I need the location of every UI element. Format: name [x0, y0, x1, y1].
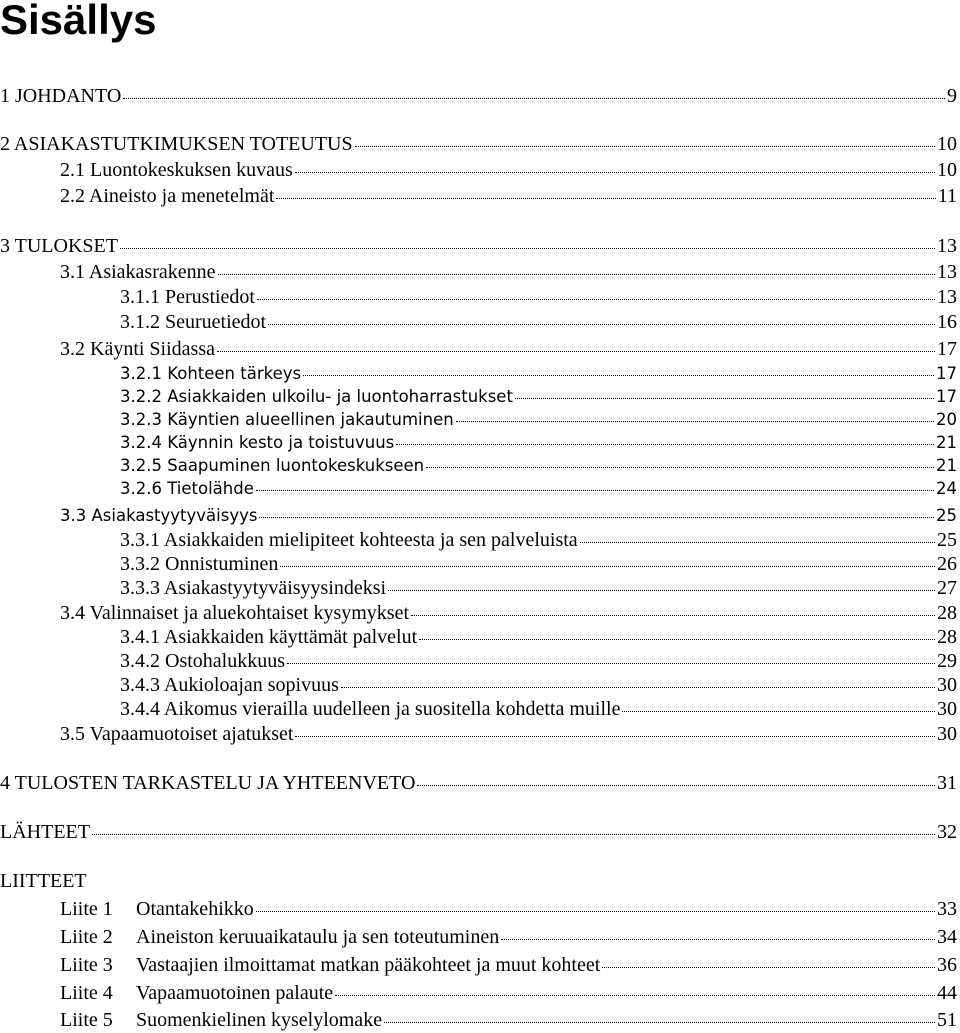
toc-entry-label: 3.4.3 Aukioloajan sopivuus: [120, 674, 339, 696]
toc-entry-label: LÄHTEET: [0, 821, 90, 843]
appendix-entry[interactable]: [60, 953, 957, 977]
toc-entry-page: 30: [937, 723, 957, 745]
toc-entry[interactable]: [0, 84, 957, 108]
toc-entry-label: 4 TULOSTEN TARKASTELU JA YHTEENVETO: [0, 772, 416, 794]
appendix-entry-page: 44: [937, 982, 957, 1004]
toc-entry-page: 32: [937, 821, 957, 843]
toc-entry-label: 2.1 Luontokeskuksen kuvaus: [60, 159, 293, 181]
appendix-entry-page: 33: [937, 898, 957, 920]
toc-entry[interactable]: [120, 362, 957, 386]
toc-entry-label: 3.5 Vapaamuotoiset ajatukset: [60, 723, 294, 745]
toc-entry-page: 10: [937, 159, 957, 181]
appendix-entry-label: [60, 897, 254, 921]
toc-entry-label: 3.3 Asiakastyytyväisyys: [60, 506, 258, 525]
toc-entry-label: 2.2 Aineisto ja menetelmät: [60, 185, 275, 207]
toc-entry-page: 27: [937, 577, 957, 599]
toc-entry-label: 3.1 Asiakasrakenne: [60, 261, 216, 283]
toc-entry[interactable]: [0, 234, 957, 258]
toc-entry-page: 24: [936, 479, 957, 498]
toc-entry-label: 3.2.5 Saapuminen luontokeskukseen: [120, 456, 425, 475]
dot-leader: [295, 735, 935, 737]
toc-entry[interactable]: [60, 337, 957, 361]
appendix-number: Liite 4: [60, 982, 113, 1004]
dot-leader: [335, 994, 935, 996]
toc-entry-label: 2 ASIAKASTUTKIMUKSEN TOTEUTUS: [0, 133, 353, 155]
toc-entry-label: 3.3.3 Asiakastyytyväisyysindeksi: [120, 577, 387, 599]
toc-entry[interactable]: [120, 576, 957, 600]
dot-leader: [419, 638, 935, 640]
toc-entry-page: 25: [936, 506, 957, 525]
toc-entry-page: 25: [937, 529, 957, 551]
toc-entry-page: 16: [937, 311, 957, 333]
toc-entry[interactable]: [60, 601, 957, 625]
dot-leader: [123, 97, 945, 99]
toc-entry-page: 17: [936, 387, 957, 406]
toc-entry[interactable]: [60, 158, 957, 182]
toc-entry-label: 3.3.1 Asiakkaiden mielipiteet kohteesta ja sen palveluista: [120, 529, 578, 551]
dot-leader: [417, 784, 935, 786]
toc-entry-label: 3.4.2 Ostohalukkuus: [120, 650, 285, 672]
toc-entry-label: 3.3.2 Onnistuminen: [120, 553, 279, 575]
dot-leader: [456, 420, 934, 422]
appendix-heading: LIITTEET: [0, 870, 87, 892]
toc-entry-page: 21: [936, 456, 957, 475]
appendix-entry-page: 36: [937, 954, 957, 976]
toc-entry[interactable]: [120, 625, 957, 649]
toc-entry[interactable]: [120, 285, 957, 309]
appendix-number: Liite 2: [60, 926, 113, 948]
toc-entry-label: 3.1.2 Seuruetiedot: [120, 311, 267, 333]
appendix-number: Liite 5: [60, 1009, 113, 1031]
appendix-entry-label: [60, 925, 499, 949]
toc-entry[interactable]: [120, 431, 957, 455]
dot-leader: [256, 910, 935, 912]
toc-entry[interactable]: [120, 310, 957, 334]
dot-leader: [280, 565, 935, 567]
toc-entry-label: 3.2 Käynti Siidassa: [60, 338, 215, 360]
toc-entry[interactable]: [60, 184, 957, 208]
appendix-entry-page: 51: [937, 1009, 957, 1031]
toc-entry-label: 3.4.4 Aikomus vierailla uudelleen ja suositella kohdetta muille: [120, 698, 621, 720]
toc-entry-page: 17: [936, 364, 957, 383]
toc-entry-label: 3.4.1 Asiakkaiden käyttämät palvelut: [120, 626, 418, 648]
dot-leader: [411, 614, 935, 616]
toc-entry[interactable]: [120, 385, 957, 409]
dot-leader: [218, 273, 935, 275]
dot-leader: [257, 298, 935, 300]
dot-leader: [341, 686, 935, 688]
dot-leader: [622, 710, 935, 712]
toc-entry[interactable]: [0, 132, 957, 156]
toc-entry-page: 31: [937, 772, 957, 794]
toc-entry[interactable]: [60, 504, 957, 528]
toc-entry-label: 3.2.1 Kohteen tärkeys: [120, 364, 302, 383]
appendix-title: Vapaamuotoinen palaute: [136, 982, 334, 1004]
toc-entry-page: 28: [937, 602, 957, 624]
dot-leader: [276, 197, 935, 199]
toc-entry-page: 26: [937, 553, 957, 575]
toc-entry[interactable]: [120, 477, 957, 501]
dot-leader: [259, 516, 934, 518]
toc-entry-label: 3.2.3 Käyntien alueellinen jakautuminen: [120, 410, 454, 429]
dot-leader: [268, 323, 935, 325]
dot-leader: [515, 397, 934, 399]
appendix-entry-label: [60, 981, 333, 1005]
toc-entry-page: 29: [937, 650, 957, 672]
toc-entry-label: 3.4 Valinnaiset ja aluekohtaiset kysymykset: [60, 602, 410, 624]
toc-entry-page: 20: [936, 410, 957, 429]
toc-entry-page: 30: [937, 674, 957, 696]
toc-entry[interactable]: [120, 528, 957, 552]
dot-leader: [303, 374, 934, 376]
page-title: Sisällys: [0, 0, 157, 43]
toc-entry-label: 3.2.2 Asiakkaiden ulkoilu- ja luontoharrastukset: [120, 387, 513, 406]
appendix-entry-page: 34: [937, 926, 957, 948]
appendix-entry-label: [60, 953, 600, 977]
toc-entry-page: 28: [937, 626, 957, 648]
dot-leader: [602, 966, 935, 968]
toc-entry-label: 3.2.6 Tietolähde: [120, 479, 254, 498]
appendix-entry[interactable]: [60, 897, 957, 921]
toc-entry[interactable]: [120, 408, 957, 432]
dot-leader: [92, 833, 935, 835]
toc-entry[interactable]: [120, 673, 957, 697]
appendix-title: Aineiston keruuaikataulu ja sen toteutuminen: [136, 926, 500, 948]
toc-entry-page: 13: [937, 235, 957, 257]
dot-leader: [256, 489, 934, 491]
toc-entry-page: 13: [937, 261, 957, 283]
dot-leader: [120, 247, 935, 249]
dot-leader: [217, 350, 935, 352]
toc-entry-page: 9: [947, 85, 957, 107]
toc-entry[interactable]: [60, 260, 957, 284]
dot-leader: [388, 589, 935, 591]
toc-entry-page: 30: [937, 698, 957, 720]
toc-entry-page: 10: [937, 133, 957, 155]
toc-entry[interactable]: [120, 552, 957, 576]
toc-entry[interactable]: [0, 820, 957, 844]
toc-entry[interactable]: [120, 697, 957, 721]
appendix-title: Suomenkielinen kyselylomake: [136, 1009, 383, 1031]
dot-leader: [287, 662, 935, 664]
toc-entry-page: 11: [937, 185, 957, 207]
dot-leader: [426, 466, 934, 468]
appendix-title: Otantakehikko: [136, 898, 254, 920]
toc-entry-label: 1 JOHDANTO: [0, 85, 122, 107]
appendix-number: Liite 3: [60, 954, 113, 976]
dot-leader: [384, 1021, 935, 1023]
toc-entry-label: 3.2.4 Käynnin kesto ja toistuvuus: [120, 433, 395, 452]
dot-leader: [396, 443, 934, 445]
toc-entry-page: 17: [937, 338, 957, 360]
appendix-entry[interactable]: [60, 1008, 957, 1032]
appendix-entry[interactable]: [60, 981, 957, 1005]
appendix-entry[interactable]: [60, 925, 957, 949]
toc-entry-label: 3 TULOKSET: [0, 235, 118, 257]
dot-leader: [295, 171, 935, 173]
toc-entry[interactable]: [120, 649, 957, 673]
dot-leader: [580, 541, 935, 543]
appendix-entry-label: [60, 1008, 382, 1032]
toc-entry[interactable]: [60, 722, 957, 746]
toc-entry-label: 3.1.1 Perustiedot: [120, 286, 255, 308]
dot-leader: [501, 938, 935, 940]
toc-entry[interactable]: [0, 771, 957, 795]
appendix-number: Liite 1: [60, 898, 113, 920]
toc-entry[interactable]: [120, 454, 957, 478]
dot-leader: [355, 145, 935, 147]
toc-entry-page: 21: [936, 433, 957, 452]
appendix-title: Vastaajien ilmoittamat matkan pääkohteet ja muut kohteet: [136, 954, 601, 976]
toc-entry-page: 13: [937, 286, 957, 308]
